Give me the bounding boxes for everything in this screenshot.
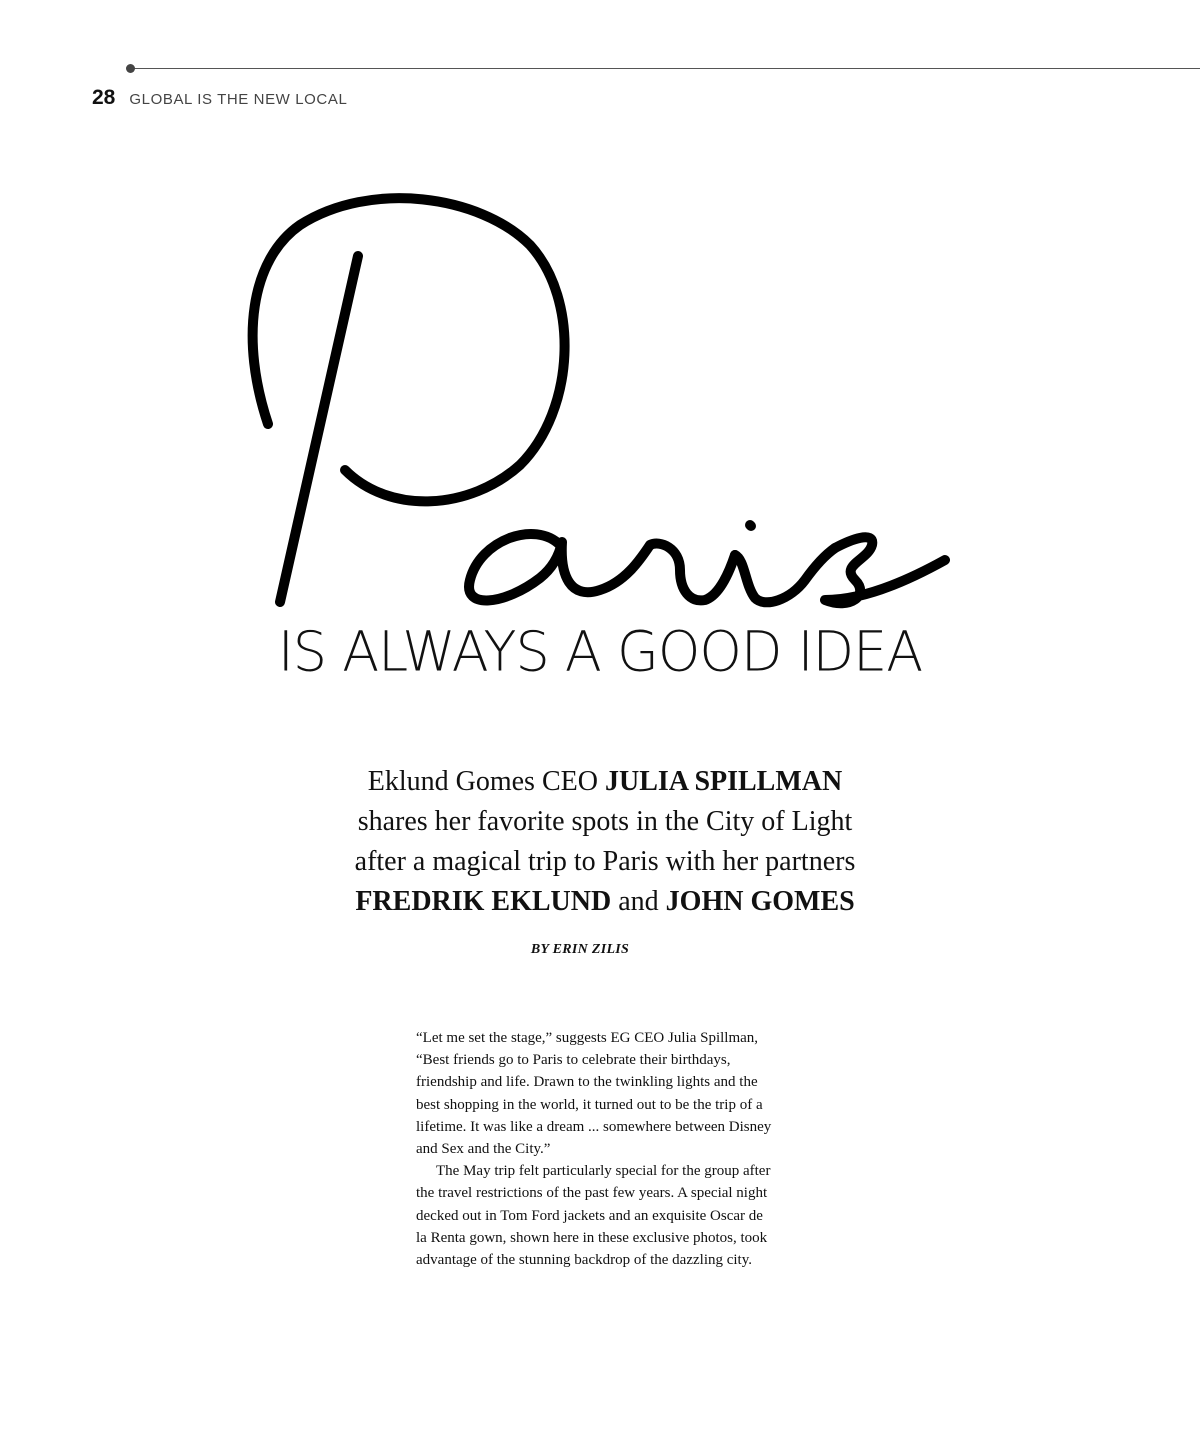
deck-line-2: shares her favorite spots in the City of Light (357, 806, 853, 837)
script-letter-s (825, 537, 945, 603)
script-letter-i-dot (750, 525, 751, 526)
script-headline-paris (0, 0, 1200, 640)
script-letter-p-bowl (253, 198, 565, 501)
section-title: GLOBAL IS THE NEW LOCAL (129, 91, 348, 108)
page-number: 28 (92, 86, 116, 109)
body-paragraph-1: “Let me set the stage,” suggests EG CEO Julia Spillman, “Best friends go to Paris to celebrate their birthdays, friendship and life. Drawn to the twinkling lights and the best shopping in the world, it turned out to be the trip of a lifetime. It was like a dream ... somewhere between Disney and Sex and the City.” (416, 1030, 772, 1158)
headline-subtitle: IS ALWAYS A GOOD IDEA (277, 619, 923, 684)
deck-name-fredrik: FREDRIK EKLUND (355, 886, 612, 917)
deck-line-3: after a magical trip to Paris with her partners (354, 846, 856, 877)
byline: BY ERIN ZILIS (530, 942, 630, 957)
script-letter-i-stroke (735, 548, 835, 602)
body-paragraph-2: The May trip felt particularly special for the group after the travel restrictions of the past few years. A special night decked out in Tom Ford jackets and an exquisite Oscar de la Renta gown, shown here in these exclusive photos, took advantage of the stunning backdrop of the dazzling city. (416, 1163, 771, 1269)
script-letter-r (650, 544, 735, 601)
article-body (416, 1027, 776, 1271)
script-letter-a (469, 534, 650, 600)
deck-text (250, 762, 960, 922)
deck-name-julia: JULIA SPILLMAN (604, 766, 843, 797)
deck-name-john: JOHN GOMES (665, 886, 855, 917)
deck-line-1: Eklund Gomes CEO JULIA SPILLMAN (367, 766, 843, 797)
script-letter-p-stem (280, 256, 358, 602)
deck-line-4: FREDRIK EKLUND and JOHN GOMES (355, 886, 855, 917)
